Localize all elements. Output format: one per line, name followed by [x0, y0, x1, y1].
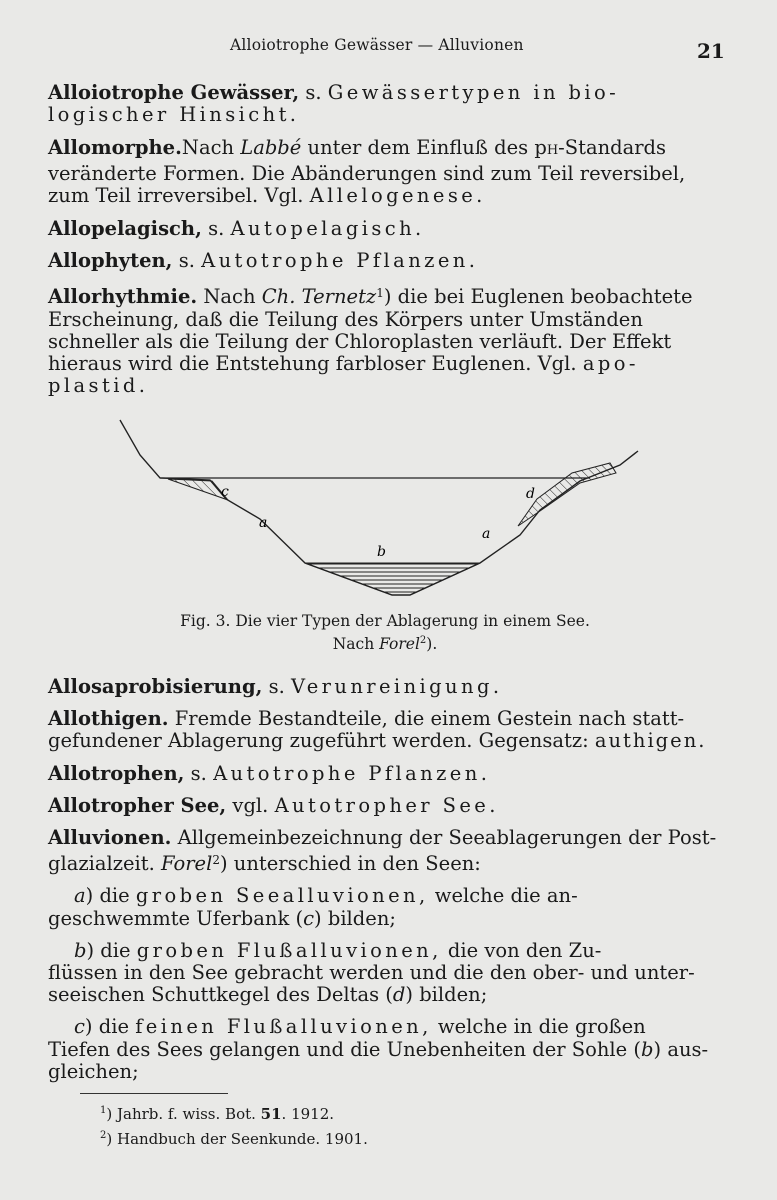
see-also-prefix: s. [190, 761, 207, 785]
entry-text: Tiefen des Sees gelangen und die Unebenheiten der Sohle ( [48, 1037, 642, 1061]
ph-subscript: H [546, 143, 559, 159]
entries-upper [48, 82, 720, 397]
cross-reference: Allelogenese. [309, 183, 486, 207]
entry-term: Allotropher See, [48, 793, 227, 817]
entry-allosaprobisierung [48, 676, 720, 698]
list-item-c [48, 1016, 720, 1083]
label-c: c [221, 484, 229, 500]
see-also-prefix: vgl. [232, 793, 269, 817]
lake-deposition-diagram [110, 415, 650, 605]
label-d: d [526, 486, 535, 502]
cross-reference-cont: plastid. [48, 374, 149, 398]
entry-text: Fremde Bestandteile, die einem Gestein nach statt- [174, 707, 685, 731]
author-name: Forel [161, 852, 213, 876]
entry-term: Alloiotrophe Gewässer, [48, 81, 300, 104]
entry-text: ) die [85, 884, 136, 908]
entry-allorhythmie [48, 282, 720, 397]
footnote-marker: 2 [419, 635, 427, 646]
entry-text: zum Teil irreversibel. Vgl. [48, 183, 310, 207]
entry-term: Allomorphe. [48, 136, 182, 160]
footnote-text: ) Handbuch der Seenkunde. 1901. [106, 1130, 368, 1148]
entry-text: Erscheinung, daß die Teilung des Körpers unter Umständen [48, 307, 643, 331]
entry-text: ) die [84, 1015, 136, 1039]
entry-text: geschwemmte Uferbank ( [48, 906, 304, 930]
cross-reference: authigen. [594, 729, 707, 753]
cross-reference: Autotrophe Pflanzen. [213, 761, 491, 785]
entry-term: Allorhythmie. [48, 285, 198, 309]
diagram-ref: c [303, 906, 315, 930]
entry-text: gefundener Ablagerung zugeführt werden. Gegensatz: [48, 729, 595, 753]
entry-text: ) aus- [653, 1037, 709, 1061]
entry-text: veränderte Formen. Die Abänderungen sind zum Teil reversibel, [48, 161, 686, 185]
see-also-prefix: s. [268, 675, 285, 698]
caption-text: ). [426, 635, 438, 654]
list-letter: a [74, 884, 86, 908]
page-header [0, 36, 777, 62]
cross-reference: groben Flußalluvionen, [136, 938, 442, 962]
entry-alluvionen [48, 827, 720, 875]
entry-text: schneller als die Teilung der Chloroplasten verläuft. Der Effekt [48, 329, 672, 353]
footnote-text: ) Jahrb. f. wiss. Bot. [106, 1105, 261, 1123]
deposit-bottom-b [305, 563, 480, 595]
cross-reference: Autotropher See. [274, 793, 499, 817]
entry-text: ) bilden; [405, 983, 488, 1007]
entry-text: Allgemeinbezeichnung der Seeablagerungen der Post- [177, 826, 717, 850]
entry-alloiotrophe [48, 82, 720, 126]
label-b: b [377, 544, 386, 560]
cross-reference: apo- [582, 352, 639, 376]
entry-allotropher-see [48, 795, 720, 817]
list-item-b [48, 940, 720, 1007]
footnote-divider [80, 1093, 228, 1094]
cross-reference: Gewässertypen in bio- [327, 81, 620, 104]
list-item-a [48, 885, 720, 929]
list-letter: b [74, 938, 87, 962]
footnote-number: 1 [100, 1105, 107, 1116]
cross-reference: groben Seealluvionen, [135, 884, 429, 908]
entry-text: ) bilden; [314, 906, 396, 930]
label-a-left: a [259, 515, 268, 531]
entry-text: ) die bei Euglenen beobachtete [383, 285, 693, 309]
entry-text: ) unterschied in den Seen: [219, 852, 481, 876]
entry-allotrophen [48, 763, 720, 785]
entry-term: Allosaprobisierung, [48, 675, 263, 698]
entry-text: unter dem Einfluß des p [301, 136, 547, 160]
entry-text: Nach [181, 136, 241, 160]
entry-text: Nach [203, 285, 262, 309]
page-number: 21 [697, 39, 725, 63]
entry-text: glazialzeit. [48, 852, 162, 876]
entry-allothigen [48, 708, 720, 752]
label-a-right: a [482, 526, 491, 542]
entry-allomorphe [48, 137, 720, 207]
entry-text: flüssen in den See gebracht werden und die den ober- und unter- [48, 961, 695, 985]
entry-text: die von den Zu- [441, 938, 602, 962]
entry-allopelagisch [48, 218, 720, 240]
see-also-prefix: s. [178, 249, 195, 273]
entry-text: hieraus wird die Entstehung farbloser Euglenen. Vgl. [48, 352, 583, 376]
caption-line-1: Fig. 3. Die vier Typen der Ablagerung in einem See. [180, 612, 590, 630]
footnote-marker: 2 [212, 853, 220, 868]
caption-author: Forel [379, 635, 420, 654]
entry-allophyten [48, 250, 720, 272]
cross-reference: feinen Flußalluvionen, [135, 1015, 432, 1039]
diagram-ref: b [641, 1037, 654, 1061]
footnote-marker: 1 [376, 286, 384, 301]
cross-reference: Verunreinigung. [291, 675, 503, 698]
entries-lower [48, 676, 720, 1083]
footnote-2 [100, 1125, 368, 1150]
diagram-ref: d [392, 983, 406, 1007]
entry-text: welche die an- [428, 884, 578, 908]
entry-term: Allophyten, [48, 249, 173, 273]
footnotes [100, 1100, 368, 1150]
footnote-1 [100, 1100, 368, 1125]
entry-term: Allothigen. [48, 707, 169, 731]
cross-reference: Autopelagisch. [230, 217, 425, 241]
entry-text: welche in die großen [431, 1015, 646, 1039]
running-title: Alloiotrophe Gewässer — Alluvionen [230, 36, 524, 54]
entry-term: Alluvionen. [48, 826, 172, 850]
footnote-text: . 1912. [281, 1105, 335, 1123]
author-name: Labbé [240, 136, 302, 160]
entry-text: gleichen; [48, 1059, 139, 1083]
see-also-prefix: s. [208, 217, 225, 241]
entry-text: ) die [86, 938, 137, 962]
entry-text: -Standards [558, 136, 667, 160]
author-name: Ch. Ternetz [261, 285, 377, 309]
cross-reference-cont: logischer Hinsicht. [48, 103, 300, 127]
cross-reference: Autotrophe Pflanzen. [201, 249, 479, 273]
list-letter: c [74, 1015, 85, 1039]
figure-caption [60, 611, 710, 654]
footnote-volume: 51 [260, 1105, 282, 1123]
caption-text: Nach [332, 635, 380, 654]
entry-term: Allopelagisch, [48, 217, 202, 241]
see-also-prefix: s. [305, 81, 322, 104]
entry-term: Allotrophen, [48, 761, 185, 785]
deposit-shore-bench-c [168, 479, 228, 500]
entry-text: seeischen Schuttkegel des Deltas ( [48, 983, 393, 1007]
footnote-number: 2 [100, 1130, 107, 1141]
